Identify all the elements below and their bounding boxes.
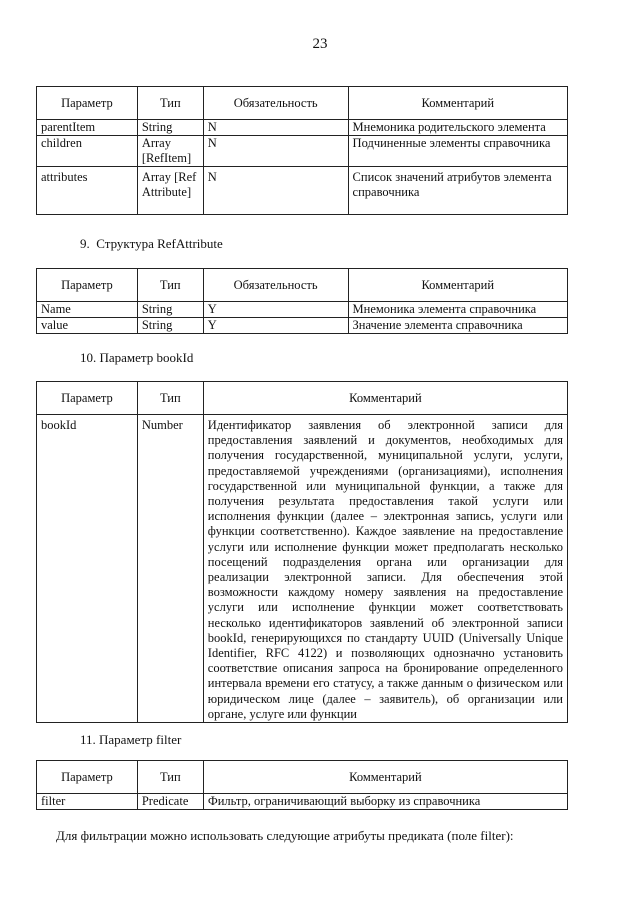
column-header: Комментарий: [203, 761, 567, 794]
cell-comment: Список значений атрибутов элемента справочника: [348, 167, 567, 215]
cell-comment: Значение элемента справочника: [348, 318, 567, 334]
cell-param: value: [37, 318, 138, 334]
table-row: [37, 167, 568, 215]
cell-required: N: [203, 136, 348, 167]
cell-required: N: [203, 120, 348, 136]
column-header: Параметр: [37, 382, 138, 415]
table-row: [37, 415, 568, 723]
cell-param: children: [37, 136, 138, 167]
cell-param: filter: [37, 794, 138, 810]
column-header: Параметр: [37, 269, 138, 302]
column-header: Параметр: [37, 87, 138, 120]
filter-table: [36, 760, 568, 810]
column-header: Тип: [137, 269, 203, 302]
table-header-row: [37, 382, 568, 415]
cell-comment: Мнемоника родительского элемента: [348, 120, 567, 136]
column-header: Комментарий: [348, 269, 567, 302]
cell-comment: Фильтр, ограничивающий выборку из справочника: [203, 794, 567, 810]
section-heading-11: 11. Параметр filter: [80, 732, 182, 747]
cell-type: String: [137, 302, 203, 318]
cell-param: Name: [37, 302, 138, 318]
page-number: 23: [312, 36, 328, 52]
bookid-table: [36, 381, 568, 723]
table-row: [37, 318, 568, 334]
cell-type: Array [RefAttribute]: [137, 167, 203, 215]
table-header-row: [37, 761, 568, 794]
table-row: [37, 794, 568, 810]
column-header: Тип: [137, 761, 203, 794]
cell-comment: Подчиненные элементы справочника: [348, 136, 567, 167]
table-header-row: [37, 269, 568, 302]
filter-attributes-note: Для фильтрации можно использовать следующие атрибуты предиката (поле filter):: [56, 828, 514, 843]
cell-required: Y: [203, 302, 348, 318]
parameters-table-2: [36, 268, 568, 334]
cell-type: Array [RefItem]: [137, 136, 203, 167]
cell-type: String: [137, 120, 203, 136]
cell-comment: Мнемоника элемента справочника: [348, 302, 567, 318]
table-row: [37, 136, 568, 167]
cell-required: Y: [203, 318, 348, 334]
table-row: [37, 120, 568, 136]
cell-param: bookId: [37, 415, 138, 723]
cell-type: String: [137, 318, 203, 334]
table-header-row: [37, 87, 568, 120]
section-heading-9: 9. Структура RefAttribute: [80, 236, 223, 251]
cell-comment: Идентификатор заявления об электронной записи для предоставления заявлений и документов, необходимых для получения государственной, муниципальной услуги, услуги, предоставляемой учреждениями (организациями), исполнения государственной или муниципальной функции, а также для получения результата предоставления такой услуги или исполнения функции (далее – электронная запись, услуги или функции соответственно). Каждое заявление на предоставление услуги или исполнение функции может предполагать несколько посещений подразделения органа или организации для реализации электронной записи. Для обеспечения этой возможности каждому номеру заявления на предоставление услуги или исполнение функции может соответствовать несколько идентификаторов заявлений об электронной записи bookId, генерирующихся по стандарту UUID (Universally Unique Identifier, RFC 4122) и позволяющих однозначно установить соответствие описания запроса на бронирование определенного интервала времени его статусу, а также данным о физическом или юридическом лице (далее – заявитель), об организации или органе, услуге или функции: [203, 415, 567, 723]
column-header: Тип: [137, 87, 203, 120]
column-header: Обязательность: [203, 269, 348, 302]
column-header: Тип: [137, 382, 203, 415]
column-header: Комментарий: [203, 382, 567, 415]
cell-param: attributes: [37, 167, 138, 215]
column-header: Обязательность: [203, 87, 348, 120]
table-row: [37, 302, 568, 318]
column-header: Комментарий: [348, 87, 567, 120]
cell-type: Predicate: [137, 794, 203, 810]
cell-required: N: [203, 167, 348, 215]
cell-type: Number: [137, 415, 203, 723]
column-header: Параметр: [37, 761, 138, 794]
section-heading-10: 10. Параметр bookId: [80, 350, 194, 365]
parameters-table-1: [36, 86, 568, 215]
cell-param: parentItem: [37, 120, 138, 136]
